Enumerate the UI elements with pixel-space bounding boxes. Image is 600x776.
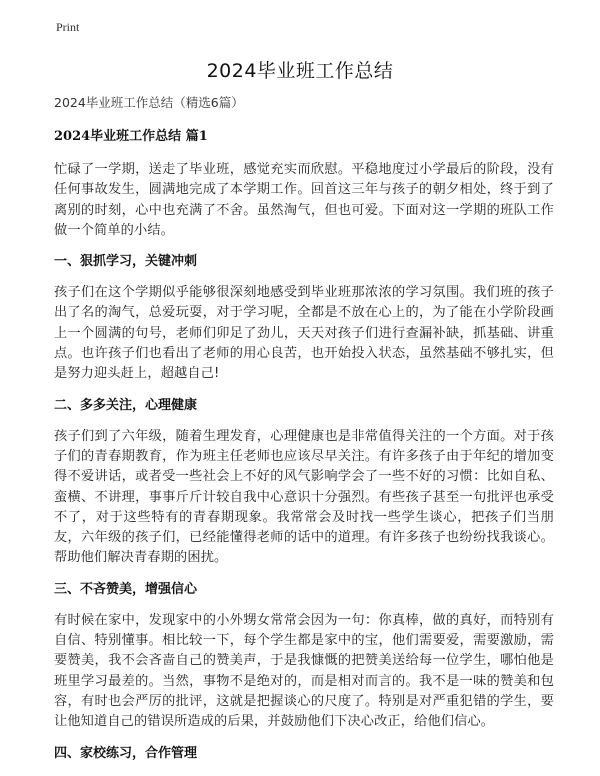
article-heading: 2024毕业班工作总结 篇1 bbox=[54, 129, 208, 144]
print-label[interactable]: Print bbox=[56, 20, 80, 34]
section-heading-2: 二、多多关注，心理健康 bbox=[54, 397, 198, 413]
section-heading-4: 四、家校练习，合作管理 bbox=[54, 745, 198, 761]
document-body bbox=[54, 94, 554, 775]
section-body-3: 有时候在家中，发现家中的小外甥女常常会因为一句：你真棒，做的真好，而特别有自信、特别懂事。相比较一下，每个学生都是家中的宝，他们需要爱，需要激励，需要赞美，我不会吝啬自己的赞美声，于是我慷慨的把赞美送给每一位学生，哪怕他是班里学习最差的。当然，事物不是绝对的，而是相对而言的。我不是一味的赞美和包容，有时也会严厉的批评，这就是把握谈心的尺度了。特别是对严重犯错的学生，要让他知道自己的错误所造成的后果，并鼓励他们下决心改正，给他们信心。 bbox=[54, 612, 554, 730]
section-body-2: 孩子们到了六年级，随着生理发育，心理健康也是非常值得关注的一个方面。对于孩子们的青春期教育，作为班主任老师也应该尽早关注。有许多孩子由于年纪的增加变得不爱讲话，或者受一些社会上不好的风气影响学会了一些不好的习惯：比如自私、蛮横、不讲理，事事斤斤计较自我中心意识十分强烈。有些孩子甚至一句批评也承受不了，对于这些特有的青春期现象。我常常会及时找一些学生谈心，把孩子们当朋友，六年级的孩子们，已经能懂得老师的话中的道理。有许多孩子也纷纷找我谈心。帮助他们解决青春期的困扰。 bbox=[54, 428, 554, 566]
section-body-1: 孩子们在这个学期似乎能够很深刻地感受到毕业班那浓浓的学习氛围。我们班的孩子出了名的淘气，总爱玩耍，对于学习呢，全都是不放在心上的，为了能在小学阶段画上一个圆满的句号，老师们卯足了劲儿，天天对孩子们进行查漏补缺，抓基础、讲重点。也许孩子们也看出了老师的用心良苦，也开始投入状态，虽然基础不够扎实，但是努力迎头赶上，超越自己! bbox=[54, 285, 554, 382]
section-heading-3: 三、不吝赞美，增强信心 bbox=[54, 581, 198, 597]
document-subtitle: 2024毕业班工作总结（精选6篇） bbox=[54, 95, 244, 110]
section-heading-1: 一、狠抓学习，关键冲刺 bbox=[54, 254, 198, 270]
intro-paragraph: 忙碌了一学期，送走了毕业班，感觉充实而欣慰。平稳地度过小学最后的阶段，没有任何事故发生，圆满地完成了本学期工作。回首这三年与孩子的朝夕相处，终于到了离别的时刻，心中也充满了不舍。虽然淘气，但也可爱。下面对这一学期的班队工作做一个简单的小结。 bbox=[54, 162, 554, 238]
document-title: 2024毕业班工作总结 bbox=[206, 60, 394, 82]
